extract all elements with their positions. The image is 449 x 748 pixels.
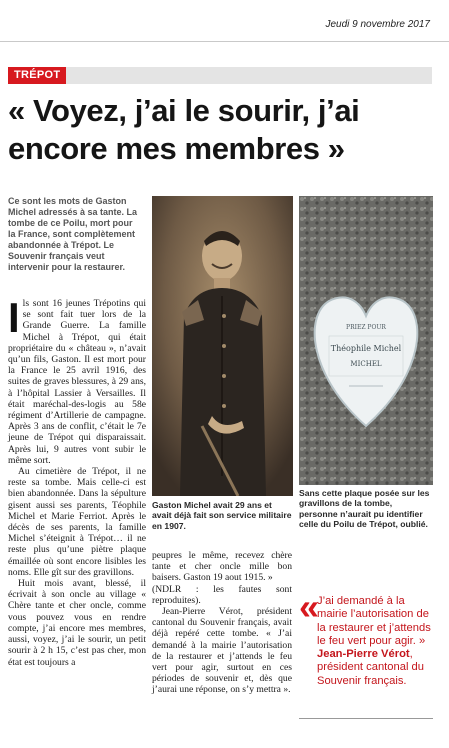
section-tag: TRÉPOT xyxy=(8,67,66,84)
soldier-caption: Gaston Michel avait 29 ans et avait déjà fait son service militaire en 1907. xyxy=(152,500,292,531)
paragraph-1-text: ls sont 16 jeunes Trépotins qui se sont fait tuer lors de la Grande Guerre. La famille Michel à Trépot, qui était propriétaire du « château », n’avait qu’un fils, Gaston. Il est mort pour la France le 25 avril 1916, des suites de graves blessures, à 29 ans, à l’hôpital Lassier à Versailles. Il était maréchal-des-logis au 58e régiment d’Artillerie de campagne. Après 3 ans de conflit, c’était le 7e jeune de Trépot qui disparaissait. Après lui, 9 autres vont subir le même sort. xyxy=(8,298,146,466)
section-bar xyxy=(8,67,432,84)
plaque-text-3: MICHEL xyxy=(350,360,382,368)
article-column-1 xyxy=(8,294,146,668)
drop-cap: I xyxy=(8,294,20,341)
paragraph-2: Au cimetière de Trépot, il ne reste sa tombe. Mais celle-ci est bien abandonnée. Dans la sépulture gisent aussi ses parents, Téophile Michel et Marie Ferriot. Après le décès de ses parents, la famille Michel s’éteignit à Trépot… il ne reste plus qu’une piètre plaque émaillée où sont encore lisibles les noms. Elle gît sur des gravillons. xyxy=(8,466,146,578)
paragraph-5: (NDLR : les fautes sont reproduites). xyxy=(152,583,292,606)
paragraph-4: peupres le même, recevez chère tante et cher oncle mille bon baisers. Gaston 19 aout 1915. » xyxy=(152,550,292,584)
quote-body xyxy=(317,595,433,688)
headline: « Voyez, j’ai le sourir, j’ai encore mes membres » xyxy=(8,93,360,166)
plaque-text-2: Théophile Michel xyxy=(330,344,402,353)
pull-quote xyxy=(299,586,433,688)
quote-text: J’ai demandé à la mairie l’autorisation de la restaurer et j’attends le feu vert pour agir. » xyxy=(317,595,431,647)
plaque-caption: Sans cette plaque posée sur les gravillons de la tombe, personne n’aurait pu identifier celle du Poilu de Trépot, oublié. xyxy=(299,488,430,529)
quote-author: Jean-Pierre Vérot xyxy=(317,648,410,661)
top-rule xyxy=(0,41,449,42)
paragraph-1 xyxy=(8,294,146,466)
quote-rule xyxy=(299,718,433,719)
quote-comma: , xyxy=(409,648,413,661)
quote-role: président cantonal du Souvenir français. xyxy=(317,661,424,687)
plaque-photo xyxy=(299,196,433,485)
paragraph-6: Jean-Pierre Vérot, président cantonal du Souvenir français, avait déjà repéré cette tombe. « J’ai demandé à la mairie l’autorisation de la restaurer et j’attends le feu vert pour agir, surtout en ces périodes de souvenir et, dès que j’aurai une réponse, on s’y mettra ». xyxy=(152,606,292,696)
article-column-2 xyxy=(152,550,292,696)
paragraph-3: Huit mois avant, blessé, il écrivait à son oncle au village « Chère tante et cher oncle, comme vous pouvez vous en rendre compte, j’ai encore mes membres, aussi, voyez, j’ai le sourir, un petit sourir à 2 h 15, c’est pas cher, mon état est toujours a xyxy=(8,578,146,668)
quote-mark: « xyxy=(299,586,320,627)
soldier-photo xyxy=(152,196,293,496)
chapo: Ce sont les mots de Gaston Michel adressés à sa tante. La tombe de ce Poilu, mort pour la France, sont complètement abandonnée à Trépot. Le Souvenir français veut intervenir pour la restaurer. xyxy=(8,196,138,272)
plaque-text-1: PRIEZ POUR xyxy=(346,324,386,331)
date-line: Jeudi 9 novembre 2017 xyxy=(325,19,430,30)
